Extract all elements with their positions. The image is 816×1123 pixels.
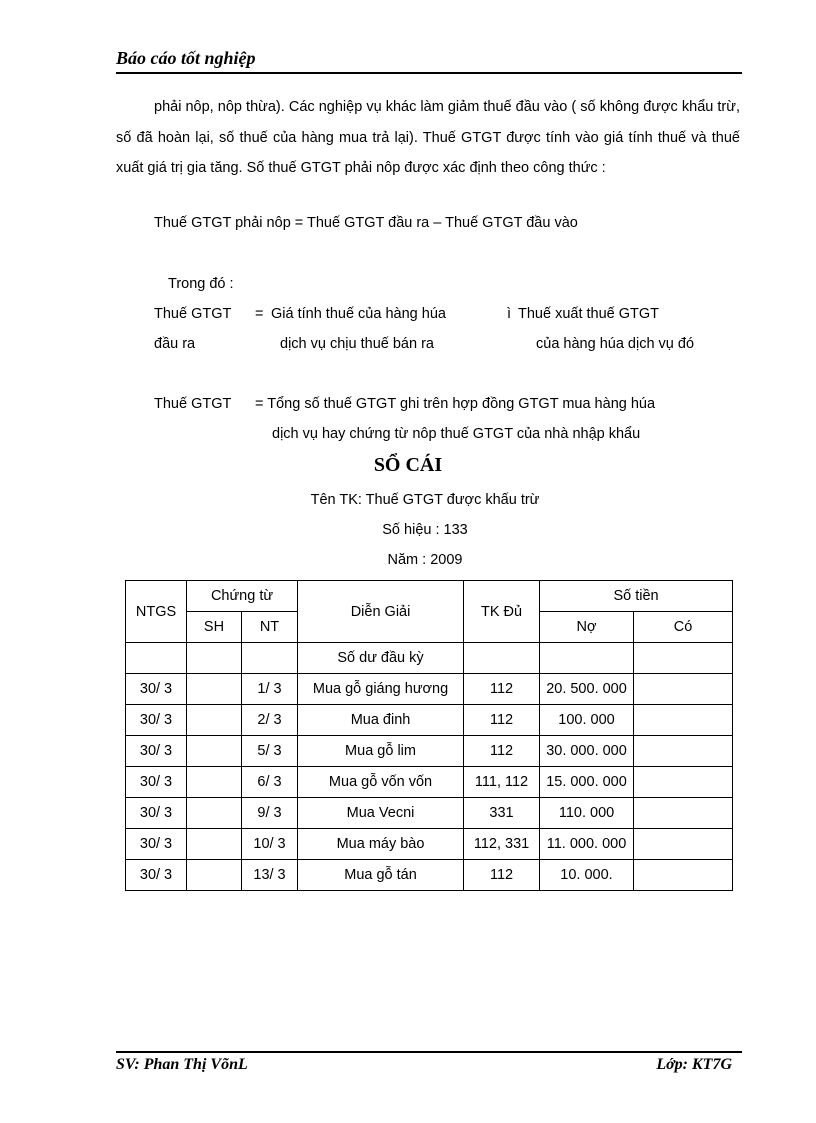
cell-sh xyxy=(187,829,242,860)
col-header-no: Nợ xyxy=(540,612,634,643)
cell-tk: 112, 331 xyxy=(464,829,540,860)
cell-co xyxy=(634,798,733,829)
cell-tk: 112 xyxy=(464,674,540,705)
ledger-account-name: Tên TK: Thuế GTGT được khấu trừ xyxy=(310,492,540,508)
cell-dien-giai: Mua đinh xyxy=(298,705,464,736)
table-row xyxy=(126,829,733,860)
footer-divider xyxy=(116,1051,742,1053)
cell-no: 100. 000 xyxy=(540,705,634,736)
ledger-account-number: Số hiệu : 133 xyxy=(382,522,468,538)
cell-tk: 112 xyxy=(464,705,540,736)
col-header-tk-du: TK Đủ xyxy=(464,581,540,643)
cell-co xyxy=(634,767,733,798)
col-header-ntgs: NTGS xyxy=(126,581,187,643)
cell-sh xyxy=(187,860,242,891)
cell-co xyxy=(634,705,733,736)
col-header-co: Có xyxy=(634,612,733,643)
cell-nt: 1/ 3 xyxy=(242,674,298,705)
cell-no: 10. 000. xyxy=(540,860,634,891)
cell-co xyxy=(634,860,733,891)
cell xyxy=(464,643,540,674)
cell-dien-giai: Mua Vecni xyxy=(298,798,464,829)
col-header-chung-tu: Chứng từ xyxy=(187,581,298,612)
col-header-so-tien: Số tiền xyxy=(540,581,733,612)
cell-dien-giai: Mua gỗ vốn vốn xyxy=(298,767,464,798)
cell-co xyxy=(634,674,733,705)
cell-dien-giai: Mua gỗ tán xyxy=(298,860,464,891)
cell-sh xyxy=(187,736,242,767)
ledger-title: SỔ CÁI xyxy=(373,454,443,476)
table-row xyxy=(126,674,733,705)
col-header-sh: SH xyxy=(187,612,242,643)
formula2-lhs-line2: đầu ra xyxy=(154,336,196,352)
formula2-mid-line1: Giá tính thuế của hàng húa xyxy=(271,306,446,322)
ledger-year: Năm : 2009 xyxy=(387,552,463,568)
cell-sh xyxy=(187,674,242,705)
cell-nt: 10/ 3 xyxy=(242,829,298,860)
paragraph-text: phải nôp, nôp thừa). Các nghiệp vụ khác làm giảm thuế đầu vào ( số không được khẩu trừ, số đã hoàn lại, số thuế của hàng mua trả lại). Thuế GTGT được tính vào giá tính thuế và thuế xuất giá trị gia tăng. Số thuế GTGT phải nôp được xác định theo công thức : xyxy=(116,99,740,176)
formula-vat-payable: Thuế GTGT phải nôp = Thuế GTGT đầu ra – Thuế GTGT đầu vào xyxy=(154,215,578,231)
cell-ntgs: 30/ 3 xyxy=(126,736,187,767)
formula2-right-line1: Thuế xuất thuế GTGT xyxy=(518,306,660,322)
header-divider xyxy=(116,72,742,74)
formula3-rhs-line2: dịch vụ hay chứng từ nôp thuế GTGT của nhà nhập khẩu xyxy=(272,426,641,442)
cell xyxy=(187,643,242,674)
cell-sh xyxy=(187,798,242,829)
cell-no: 15. 000. 000 xyxy=(540,767,634,798)
page-header-title: Báo cáo tốt nghiệp xyxy=(116,48,256,68)
cell-co xyxy=(634,829,733,860)
cell-ntgs: 30/ 3 xyxy=(126,705,187,736)
table-row xyxy=(126,767,733,798)
cell xyxy=(242,643,298,674)
cell-tk: 111, 112 xyxy=(464,767,540,798)
cell-ntgs: 30/ 3 xyxy=(126,829,187,860)
cell-ntgs: 30/ 3 xyxy=(126,674,187,705)
cell-ntgs: 30/ 3 xyxy=(126,860,187,891)
cell-dien-giai: Mua gỗ lim xyxy=(298,736,464,767)
cell-no: 30. 000. 000 xyxy=(540,736,634,767)
cell-tk: 112 xyxy=(464,860,540,891)
table-row xyxy=(126,860,733,891)
opening-balance-label: Số dư đầu kỳ xyxy=(298,643,464,674)
formula3-rhs-line1: = Tổng số thuế GTGT ghi trên hợp đồng GTGT mua hàng húa xyxy=(255,396,656,412)
cell-nt: 13/ 3 xyxy=(242,860,298,891)
cell-dien-giai: Mua gỗ giáng hương xyxy=(298,674,464,705)
where-label: Trong đó : xyxy=(168,276,234,292)
cell-nt: 2/ 3 xyxy=(242,705,298,736)
col-header-dien-giai: Diễn Giải xyxy=(298,581,464,643)
opening-balance-row xyxy=(126,643,733,674)
cell-tk: 331 xyxy=(464,798,540,829)
table-row xyxy=(126,798,733,829)
table-row xyxy=(126,736,733,767)
cell-sh xyxy=(187,705,242,736)
cell-dien-giai: Mua máy bào xyxy=(298,829,464,860)
col-header-nt: NT xyxy=(242,612,298,643)
formula3-lhs: Thuế GTGT xyxy=(154,396,232,412)
body-paragraph xyxy=(116,92,740,184)
cell-no: 11. 000. 000 xyxy=(540,829,634,860)
cell-nt: 5/ 3 xyxy=(242,736,298,767)
footer-student-name: SV: Phan Thị VõnL xyxy=(116,1056,248,1073)
table-header-row xyxy=(126,581,733,612)
cell-ntgs: 30/ 3 xyxy=(126,798,187,829)
table-row xyxy=(126,705,733,736)
cell-nt: 6/ 3 xyxy=(242,767,298,798)
cell-sh xyxy=(187,767,242,798)
cell-no: 110. 000 xyxy=(540,798,634,829)
formula2-right-line2: của hàng húa dịch vụ đó xyxy=(536,336,695,352)
cell-ntgs: 30/ 3 xyxy=(126,767,187,798)
ledger-table xyxy=(125,580,733,891)
cell-tk: 112 xyxy=(464,736,540,767)
cell xyxy=(126,643,187,674)
cell-co xyxy=(634,736,733,767)
footer-class: Lớp: KT7G xyxy=(656,1056,732,1073)
formula2-mid-line2: dịch vụ chịu thuế bán ra xyxy=(280,336,434,352)
formula2-equals: = xyxy=(255,306,264,322)
cell xyxy=(634,643,733,674)
cell xyxy=(540,643,634,674)
formula2-lhs-line1: Thuế GTGT xyxy=(154,306,232,322)
cell-nt: 9/ 3 xyxy=(242,798,298,829)
formula2-operator: ì xyxy=(507,306,512,322)
cell-no: 20. 500. 000 xyxy=(540,674,634,705)
